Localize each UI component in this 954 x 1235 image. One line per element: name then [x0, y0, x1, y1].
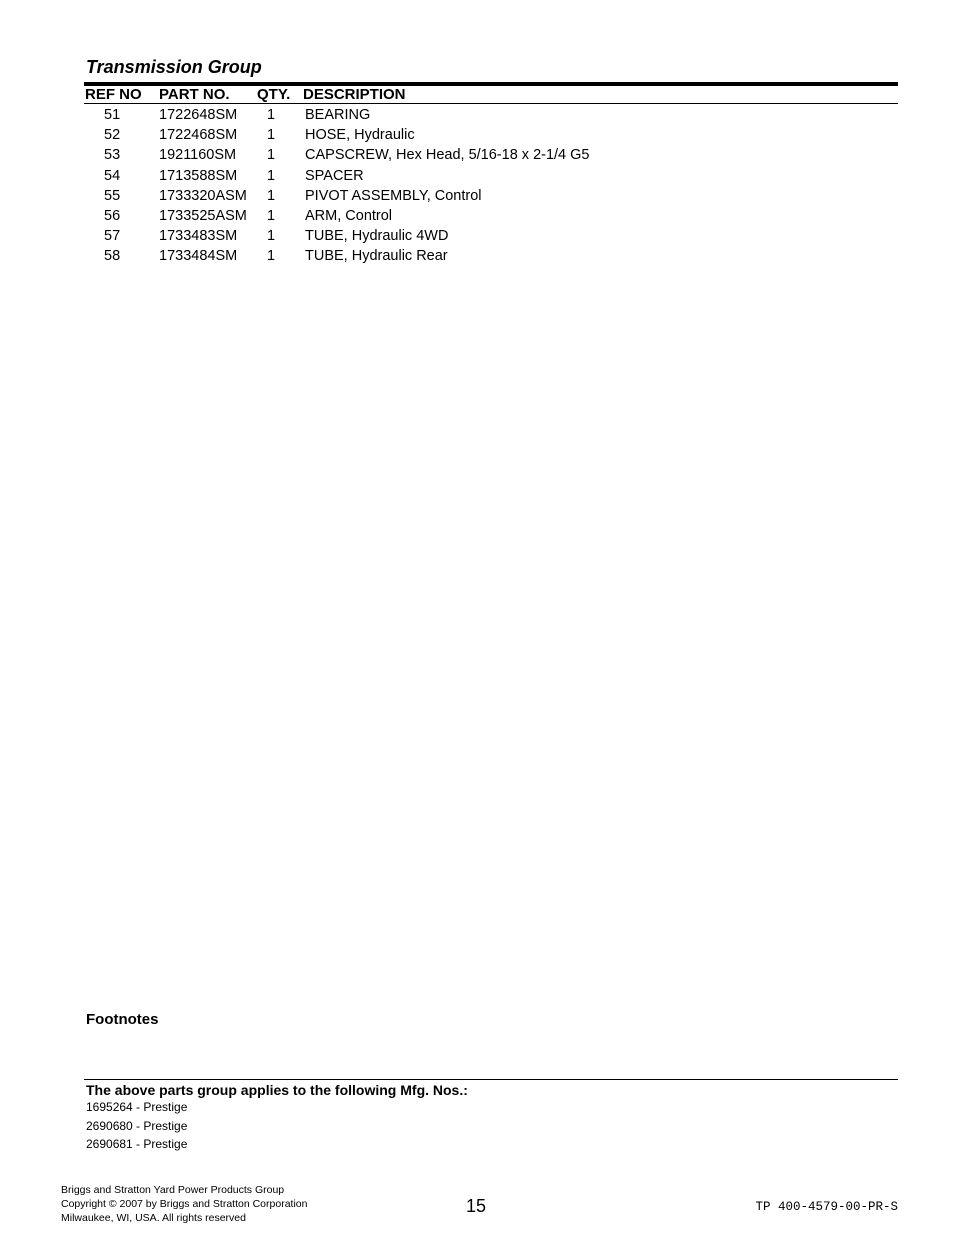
footnotes-title: Footnotes [86, 1011, 159, 1028]
copyright-line: Copyright © 2007 by Briggs and Stratton Corporation [61, 1198, 308, 1210]
description-cell: ARM, Control [305, 207, 393, 224]
part-no-cell: 1713588SM [159, 167, 238, 184]
part-no-cell: 1722468SM [159, 127, 238, 144]
description-cell: TUBE, Hydraulic Rear [305, 248, 448, 265]
description-cell: SPACER [305, 167, 364, 184]
description-cell: PIVOT ASSEMBLY, Control [305, 187, 482, 204]
qty-cell: 1 [267, 147, 276, 164]
mfg-number-list [86, 1099, 187, 1155]
ref-no-cell: 57 [104, 228, 121, 245]
description-cell: BEARING [305, 107, 371, 123]
qty-cell: 1 [267, 167, 276, 184]
company-line: Briggs and Stratton Yard Power Products Group [61, 1184, 285, 1196]
qty-cell: 1 [267, 228, 276, 245]
mfg-number-item: 2690680 - Prestige [86, 1118, 188, 1133]
applies-title: The above parts group applies to the following Mfg. Nos.: [86, 1082, 468, 1098]
table-row [0, 126, 954, 146]
qty-cell: 1 [267, 187, 276, 204]
description-cell: CAPSCREW, Hex Head, 5/16-18 x 2-1/4 G5 [305, 147, 590, 164]
qty-cell: 1 [267, 207, 276, 224]
part-no-cell: 1921160SM [159, 147, 237, 164]
ref-no-cell: 53 [104, 147, 121, 164]
header-rule [84, 103, 898, 104]
table-row [0, 187, 954, 207]
section-title: Transmission Group [86, 57, 262, 77]
ref-no-cell: 55 [104, 187, 121, 204]
header-description: DESCRIPTION [303, 86, 406, 103]
part-no-cell: 1733320ASM [159, 187, 247, 204]
table-row [0, 247, 954, 267]
description-cell: HOSE, Hydraulic [305, 127, 415, 144]
location-line: Milwaukee, WI, USA. All rights reserved [61, 1212, 246, 1224]
part-no-cell: 1733483SM [159, 228, 238, 245]
qty-cell: 1 [267, 127, 276, 144]
document-number: TP 400-4579-00-PR-S [755, 1200, 898, 1214]
mfg-number-item: 2690681 - Prestige [86, 1137, 188, 1151]
table-row [0, 106, 954, 126]
ref-no-cell: 56 [104, 207, 121, 224]
part-no-cell: 1733484SM [159, 248, 238, 265]
parts-table [0, 106, 954, 268]
page-number: 15 [466, 1196, 487, 1216]
qty-cell: 1 [267, 107, 276, 123]
ref-no-cell: 58 [104, 248, 121, 265]
qty-cell: 1 [267, 248, 276, 265]
table-row [0, 227, 954, 247]
ref-no-cell: 52 [104, 127, 121, 144]
part-no-cell: 1733525ASM [159, 207, 247, 224]
ref-no-cell: 54 [104, 167, 121, 184]
applies-rule [84, 1079, 898, 1080]
header-part-no: PART NO. [159, 86, 230, 103]
ref-no-cell: 51 [104, 107, 121, 123]
part-no-cell: 1722648SM [159, 107, 238, 123]
table-row [0, 207, 954, 227]
description-cell: TUBE, Hydraulic 4WD [305, 228, 449, 245]
header-ref-no: REF NO [85, 86, 142, 103]
table-row [0, 167, 954, 187]
mfg-number-item: 1695264 - Prestige [86, 1100, 188, 1114]
header-qty: QTY. [257, 86, 291, 103]
company-info [61, 1183, 307, 1225]
table-row [0, 146, 954, 166]
